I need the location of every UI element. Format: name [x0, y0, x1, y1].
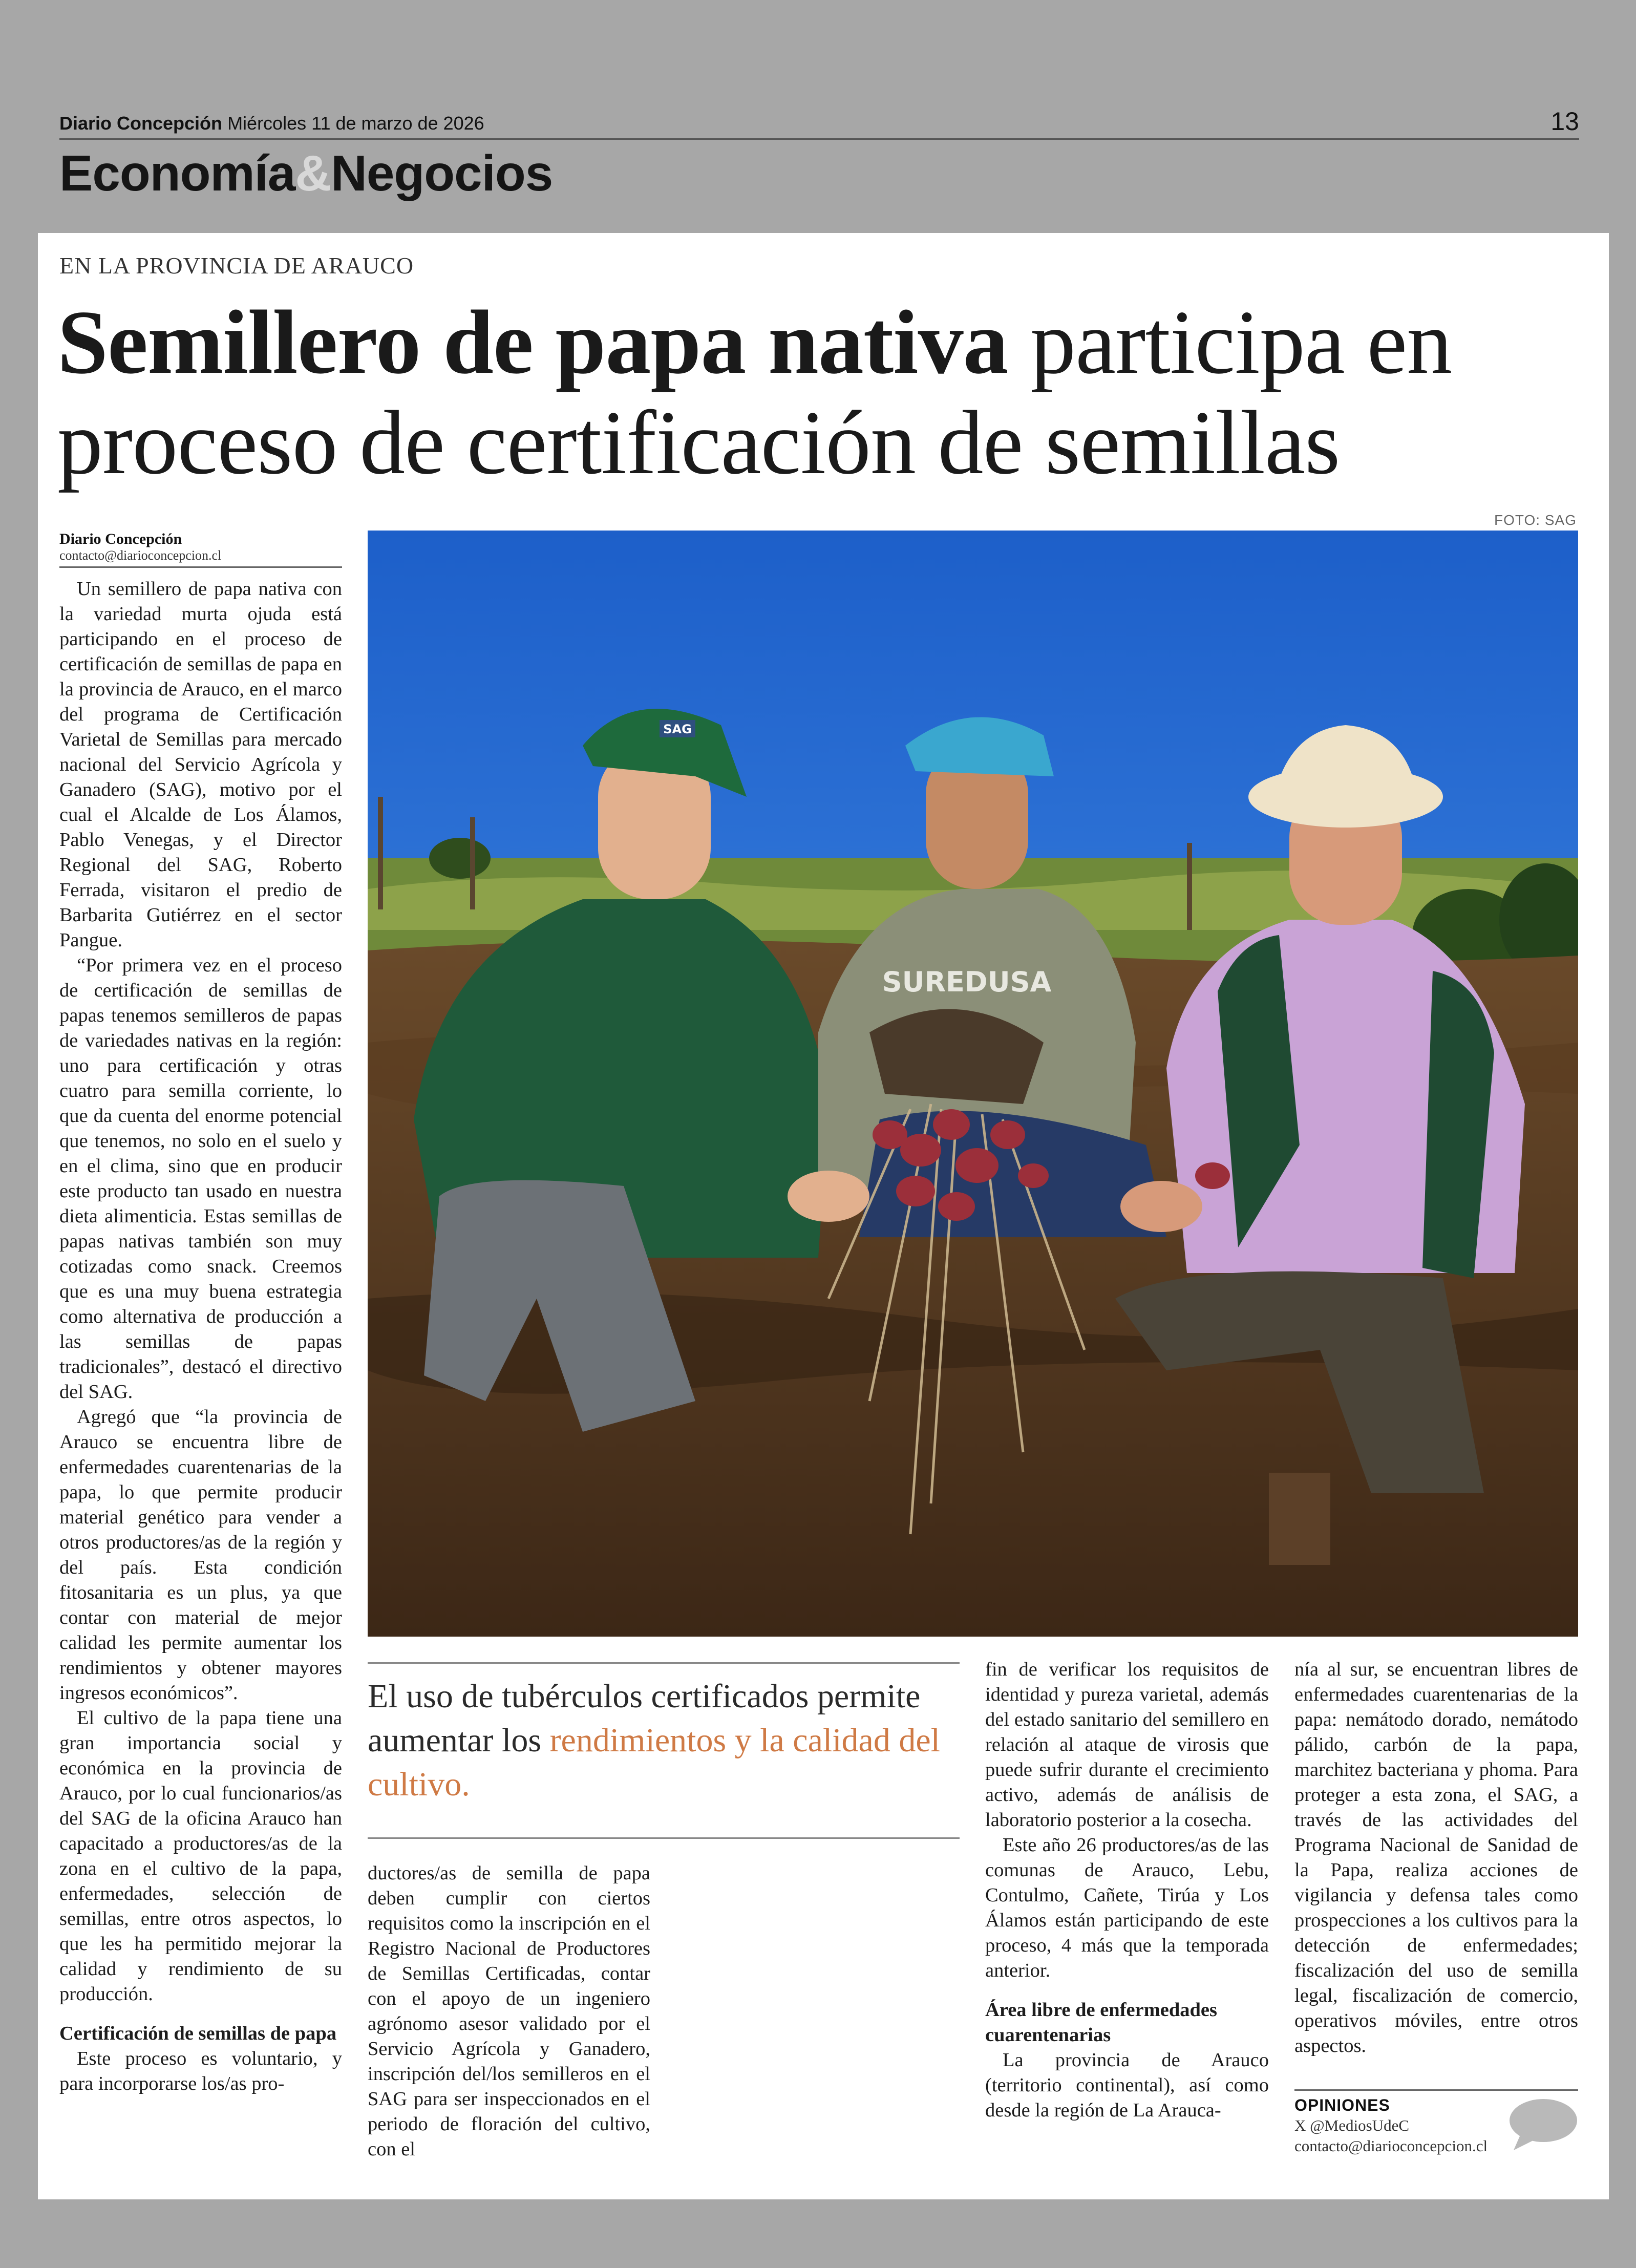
paragraph-6: Este año 26 productores/as de las comunas de Arauco, Lebu, Contulmo, Cañete, Tirúa y Los Álamos están participando de este proceso, 4 más que la temporada anterior. [985, 1834, 1269, 1981]
photo-credit: FOTO: SAG [1494, 512, 1577, 528]
paper-name: Diario Concepción [59, 113, 223, 134]
article-photo [368, 531, 1578, 1637]
pullquote-plain: El uso de tubérculos certificados permite aumentar los [368, 1678, 921, 1759]
paragraph-5-start: Este proceso es voluntario, y para incorporarse los/as pro- [59, 2048, 342, 2094]
subhead-free-area: Área libre de enfermedades cuarentenarias [985, 1999, 1217, 2046]
paragraph-4: El cultivo de la papa tiene una gran importancia social y económica en la provincia de Arauco, por lo cual funcionarios/as del SAG de la oficina Arauco han capacitado a productores/as de la zona en el cultivo de la papa, enfermedades, selección de semillas, entre otros aspectos, lo que les ha permitido mejorar la calidad y rendimiento de su producción. [59, 1707, 342, 2005]
masthead [59, 99, 1579, 140]
opinions-box [1294, 2089, 1578, 2156]
publication-date: Miércoles 11 de marzo de 2026 [227, 113, 484, 134]
opinions-social: X @MediosUdeC [1294, 2116, 1410, 2134]
section-title-part1: Economía [59, 145, 295, 201]
masthead-info [59, 113, 484, 134]
headline-bold: Semillero de papa nativa [57, 291, 1008, 393]
shirt-text: SUREDUSA [882, 966, 1052, 998]
paragraph-1: Un semillero de papa nativa con la variedad murta ojuda está participando en el proceso de certificación de semillas de papa en la provincia de Arauco, en el marco del programa de Certificación Varietal de Semillas para mercado nacional del Servicio Agrícola y Ganadero (SAG), motivo por el cual el Alcalde de Los Álamos, Pablo Venegas, y el Director Regional del SAG, Roberto Ferrada, visitaron el predio de Barbarita Gutiérrez en el sector Pangue. [59, 578, 342, 951]
byline-email: contacto@diarioconcepcion.cl [59, 548, 222, 563]
article-column-4 [1294, 1657, 1578, 2059]
article-column-3 [985, 1657, 1269, 2123]
byline [59, 531, 342, 568]
paragraph-3: Agregó que “la provincia de Arauco se encuentra libre de enfermedades cuarentenarias de la papa, lo que permite producir material genético para vender a otros productores/as de la región y del país. Esta condición fitosanitaria es un plus, ya que contar con material de mejor calidad les permite aumentar los rendimientos y obtener mayores ingresos económicos”. [59, 1406, 342, 1704]
article-column-2 [368, 1861, 650, 2162]
paragraph-2: “Por primera vez en el proceso de certificación de semillas de papas tenemos semilleros de papas de variedades nativas en la región: uno para certificación y otras cuatro para semilla corriente, lo que da cuenta del enorme potencial que tenemos, no solo en el suelo y en el clima, sino que en producir este producto tan usado en nuestra dieta alimenticia. Estas semillas de papas nativas también son muy cotizadas como snack. Creemos que es una muy buena estrategia como alternativa de producción a las semillas de papas tradicionales”, destacó el directivo del SAG. [59, 955, 342, 1403]
paragraph-5-cont: ductores/as de semilla de papa deben cumplir con ciertos requisitos como la inscripción en el Registro Nacional de Productores de Semillas Certificadas, contar con el apoyo de un ingeniero agrónomo asesor validado por el Servicio Agrícola y Ganadero, inscripción del/los semilleros en el SAG para ser inspeccionados en el periodo de floración del cultivo, con el [368, 1862, 650, 2160]
subhead-certification: Certificación de semillas de papa [59, 2023, 337, 2044]
cap-badge-left: SAG [663, 722, 692, 736]
section-title-ampersand: & [295, 145, 331, 201]
paragraph-5-end: fin de verificar los requisitos de identidad y pureza varietal, además del estado sanitario del semillero en relación al ataque de virosis que puede sufrir durante el crecimiento activo, además de análisis de laboratorio posterior a la cosecha. [985, 1659, 1269, 1831]
section-title-part2: Negocios [331, 145, 553, 201]
pullquote-rule-top [368, 1662, 960, 1664]
byline-name: Diario Concepción [59, 531, 182, 547]
pullquote [368, 1674, 960, 1807]
paragraph-7-end: nía al sur, se encuentran libres de enfermedades cuarentenarias de la papa: nemátodo dorado, nemátodo pálido, carbón de la papa, marchitez bacteriana y phoma. Para proteger a esta zona, el SAG, a través de las actividades del Programa Nacional de Sanidad de la Papa, realiza acciones de vigilancia y defensa tales como prospecciones a los cultivos para la detección de enfermedades; fiscalización del uso de semilla legal, fiscalización de comercio, operativos móviles, entre otros aspectos. [1294, 1659, 1578, 2057]
paragraph-7-start: La provincia de Arauco (territorio continental), así como desde la región de La Arauca- [985, 2049, 1269, 2121]
headline-rest: participa en proceso de certificación de semillas [57, 291, 1452, 493]
article-headline [57, 292, 1588, 493]
article-column-1 [59, 577, 342, 2096]
opinions-title: OPINIONES [1294, 2096, 1390, 2114]
page-number: 13 [1550, 107, 1579, 136]
pullquote-accent: rendimientos y la calidad del cultivo. [368, 1722, 940, 1803]
opinions-email: contacto@diarioconcepcion.cl [1294, 2137, 1488, 2155]
speech-bubble-icon [1506, 2097, 1578, 2153]
pullquote-rule-bottom [368, 1837, 960, 1839]
article-kicker: EN LA PROVINCIA DE ARAUCO [59, 252, 414, 279]
section-title [59, 144, 553, 202]
